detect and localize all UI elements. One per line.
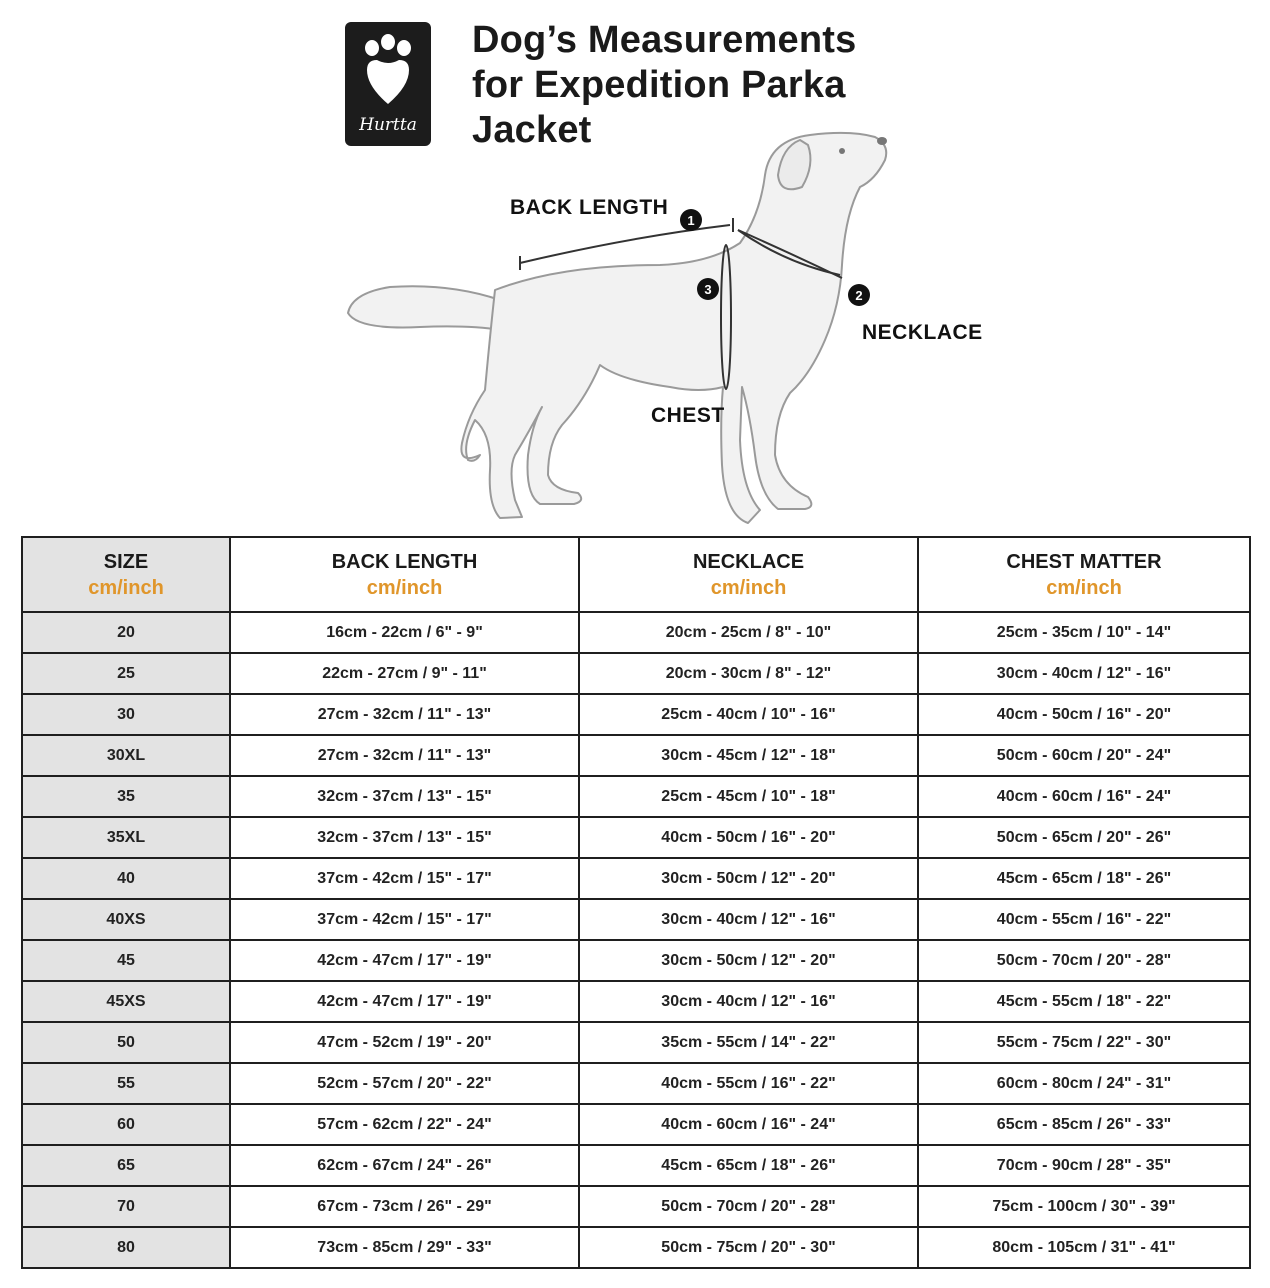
back-length-cell: 67cm - 73cm / 26" - 29": [230, 1186, 579, 1227]
size-cell: 20: [22, 612, 230, 653]
necklace-cell: 40cm - 60cm / 16" - 24": [579, 1104, 918, 1145]
necklace-cell: 20cm - 30cm / 8" - 12": [579, 653, 918, 694]
chest-label: CHEST: [651, 404, 725, 427]
necklace-cell: 35cm - 55cm / 14" - 22": [579, 1022, 918, 1063]
size-chart-table: [21, 536, 1251, 1269]
table-row: [22, 817, 1250, 858]
table-row: [22, 1104, 1250, 1145]
size-cell: 45: [22, 940, 230, 981]
chest-cell: 45cm - 55cm / 18" - 22": [918, 981, 1250, 1022]
header-unit: cm/inch: [88, 576, 164, 599]
necklace-cell: 30cm - 40cm / 12" - 16": [579, 981, 918, 1022]
size-cell: 50: [22, 1022, 230, 1063]
back-length-cell: 27cm - 32cm / 11" - 13": [230, 694, 579, 735]
necklace-cell: 25cm - 45cm / 10" - 18": [579, 776, 918, 817]
table-row: [22, 694, 1250, 735]
dog-measurement-diagram: [330, 125, 1030, 530]
size-cell: 35: [22, 776, 230, 817]
svg-text:1: 1: [687, 213, 695, 228]
chest-cell: 80cm - 105cm / 31" - 41": [918, 1227, 1250, 1268]
header-unit: cm/inch: [1046, 576, 1122, 599]
back-length-cell: 37cm - 42cm / 15" - 17": [230, 899, 579, 940]
chest-cell: 45cm - 65cm / 18" - 26": [918, 858, 1250, 899]
table-row: [22, 776, 1250, 817]
chest-cell: 75cm - 100cm / 30" - 39": [918, 1186, 1250, 1227]
table-row: [22, 653, 1250, 694]
title-line-2: for Expedition Parka: [472, 64, 846, 106]
table-row: [22, 1227, 1250, 1268]
chest-cell: 50cm - 65cm / 20" - 26": [918, 817, 1250, 858]
table-row: [22, 1022, 1250, 1063]
chest-cell: 60cm - 80cm / 24" - 31": [918, 1063, 1250, 1104]
table-row: [22, 1145, 1250, 1186]
back-length-cell: 57cm - 62cm / 22" - 24": [230, 1104, 579, 1145]
chest-cell: 50cm - 70cm / 20" - 28": [918, 940, 1250, 981]
table-row: [22, 940, 1250, 981]
necklace-cell: 40cm - 50cm / 16" - 20": [579, 817, 918, 858]
table-row: [22, 612, 1250, 653]
back-length-cell: 27cm - 32cm / 11" - 13": [230, 735, 579, 776]
table-header-row: [22, 537, 1250, 612]
back-length-cell: 52cm - 57cm / 20" - 22": [230, 1063, 579, 1104]
marker-3: [697, 278, 719, 300]
title-line-3: Jacket: [472, 109, 592, 151]
necklace-cell: 30cm - 45cm / 12" - 18": [579, 735, 918, 776]
svg-text:3: 3: [704, 282, 712, 297]
back-length-cell: 16cm - 22cm / 6" - 9": [230, 612, 579, 653]
chest-cell: 40cm - 50cm / 16" - 20": [918, 694, 1250, 735]
svg-text:2: 2: [855, 288, 863, 303]
back-length-cell: 42cm - 47cm / 17" - 19": [230, 981, 579, 1022]
back-length-cell: 62cm - 67cm / 24" - 26": [230, 1145, 579, 1186]
back-length-cell: 73cm - 85cm / 29" - 33": [230, 1227, 579, 1268]
back-length-cell: 37cm - 42cm / 15" - 17": [230, 858, 579, 899]
header-unit: cm/inch: [366, 576, 443, 599]
chest-cell: 50cm - 60cm / 20" - 24": [918, 735, 1250, 776]
marker-2: [848, 284, 870, 306]
back-length-cell: 42cm - 47cm / 17" - 19": [230, 940, 579, 981]
logo-wordmark: Hurtta: [359, 115, 417, 135]
back-length-cell: 32cm - 37cm / 13" - 15": [230, 817, 579, 858]
table-row: [22, 735, 1250, 776]
size-cell: 70: [22, 1186, 230, 1227]
size-cell: 40XS: [22, 899, 230, 940]
table-row: [22, 1186, 1250, 1227]
chest-cell: 40cm - 60cm / 16" - 24": [918, 776, 1250, 817]
header-unit: cm/inch: [710, 576, 787, 599]
title-line-1: Dog’s Measurements: [472, 19, 857, 61]
chest-cell: 25cm - 35cm / 10" - 14": [918, 612, 1250, 653]
necklace-cell: 50cm - 75cm / 20" - 30": [579, 1227, 918, 1268]
necklace-cell: 50cm - 70cm / 20" - 28": [579, 1186, 918, 1227]
table-row: [22, 1063, 1250, 1104]
back-length-label: BACK LENGTH: [510, 196, 669, 219]
size-cell: 30: [22, 694, 230, 735]
chest-cell: 55cm - 75cm / 22" - 30": [918, 1022, 1250, 1063]
chest-cell: 40cm - 55cm / 16" - 22": [918, 899, 1250, 940]
table-row: [22, 858, 1250, 899]
header-back-length: BACK LENGTH cm/inch: [230, 537, 579, 612]
marker-1: [680, 209, 702, 231]
back-length-cell: 22cm - 27cm / 9" - 11": [230, 653, 579, 694]
header-chest-matter: CHEST MATTER cm/inch: [918, 537, 1250, 612]
size-cell: 65: [22, 1145, 230, 1186]
necklace-cell: 20cm - 25cm / 8" - 10": [579, 612, 918, 653]
size-cell: 55: [22, 1063, 230, 1104]
size-cell: 30XL: [22, 735, 230, 776]
size-cell: 80: [22, 1227, 230, 1268]
table-row: [22, 981, 1250, 1022]
size-cell: 35XL: [22, 817, 230, 858]
necklace-cell: 30cm - 40cm / 12" - 16": [579, 899, 918, 940]
header-necklace: NECKLACE cm/inch: [579, 537, 918, 612]
header-size: SIZE cm/inch: [22, 537, 230, 612]
necklace-cell: 30cm - 50cm / 12" - 20": [579, 858, 918, 899]
chest-cell: 70cm - 90cm / 28" - 35": [918, 1145, 1250, 1186]
size-cell: 45XS: [22, 981, 230, 1022]
necklace-cell: 25cm - 40cm / 10" - 16": [579, 694, 918, 735]
back-length-cell: 47cm - 52cm / 19" - 20": [230, 1022, 579, 1063]
necklace-cell: 45cm - 65cm / 18" - 26": [579, 1145, 918, 1186]
necklace-cell: 30cm - 50cm / 12" - 20": [579, 940, 918, 981]
necklace-label: NECKLACE: [862, 321, 983, 344]
table-row: [22, 899, 1250, 940]
chest-cell: 65cm - 85cm / 26" - 33": [918, 1104, 1250, 1145]
size-cell: 40: [22, 858, 230, 899]
necklace-cell: 40cm - 55cm / 16" - 22": [579, 1063, 918, 1104]
size-cell: 25: [22, 653, 230, 694]
back-length-cell: 32cm - 37cm / 13" - 15": [230, 776, 579, 817]
size-cell: 60: [22, 1104, 230, 1145]
chest-cell: 30cm - 40cm / 12" - 16": [918, 653, 1250, 694]
